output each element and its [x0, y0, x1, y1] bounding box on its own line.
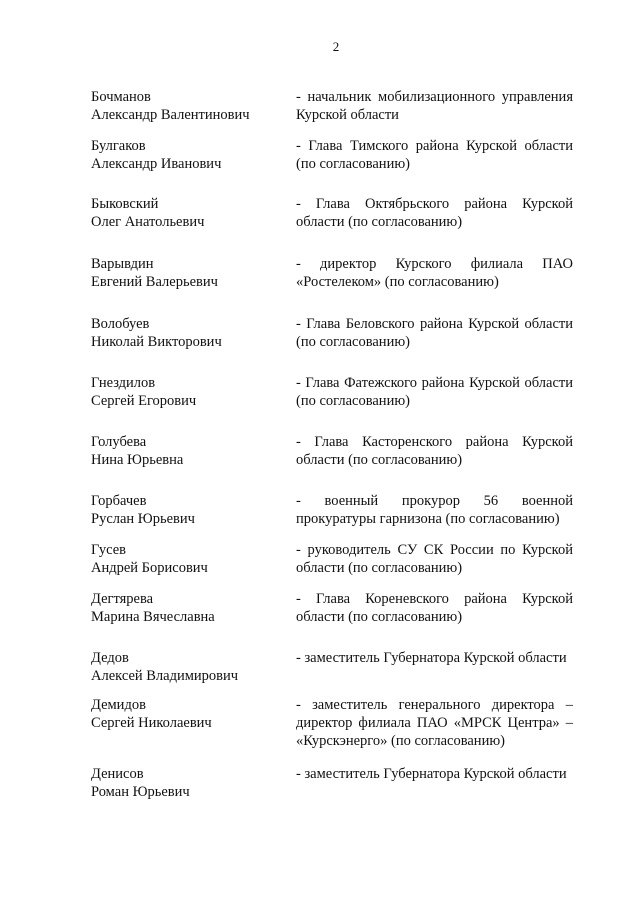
person-name — [91, 590, 281, 626]
person-given-names: Александр Валентинович — [91, 107, 250, 123]
person-role: - директор Курского филиала ПАО «Ростелеком» (по согласованию) — [296, 256, 573, 290]
person-surname: Гнездилов — [91, 375, 156, 391]
person-given-names: Руслан Юрьевич — [91, 511, 195, 527]
person-given-names: Алексей Владимирович — [91, 668, 239, 684]
person-surname: Гусев — [91, 542, 126, 558]
person-role: - руководитель СУ СК России по Курской области (по согласованию) — [296, 542, 573, 576]
person-surname: Дедов — [91, 650, 129, 666]
person-role: - военный прокурор 56 военной прокуратуры гарнизона (по согласованию) — [296, 493, 573, 527]
person-given-names: Николай Викторович — [91, 334, 222, 350]
person-given-names: Роман Юрьевич — [91, 784, 190, 800]
person-given-names: Марина Вячеславна — [91, 609, 215, 625]
person-role: - Глава Касторенского района Курской области (по согласованию) — [296, 434, 573, 468]
person-name — [91, 137, 281, 173]
person-surname: Волобуев — [91, 316, 150, 332]
person-name — [91, 492, 281, 528]
person-name — [91, 88, 281, 124]
person-name — [91, 541, 281, 577]
person-name — [91, 649, 281, 685]
person-given-names: Евгений Валерьевич — [91, 274, 218, 290]
person-name — [91, 315, 281, 351]
person-surname: Денисов — [91, 766, 144, 782]
person-role: - Глава Тимского района Курской области (по согласованию) — [296, 138, 573, 172]
person-surname: Бочманов — [91, 89, 151, 105]
person-role: - начальник мобилизационного управления Курской области — [296, 89, 573, 123]
person-given-names: Олег Анатольевич — [91, 214, 205, 230]
person-surname: Демидов — [91, 697, 146, 713]
person-role: - заместитель Губернатора Курской области — [296, 766, 567, 782]
person-surname: Голубева — [91, 434, 147, 450]
person-name — [91, 765, 281, 801]
person-role: - Глава Кореневского района Курской области (по согласованию) — [296, 591, 573, 625]
person-surname: Дегтярева — [91, 591, 154, 607]
person-role: - Глава Фатежского района Курской области (по согласованию) — [296, 375, 573, 409]
person-name — [91, 374, 281, 410]
person-surname: Быковский — [91, 196, 159, 212]
person-surname: Варывдин — [91, 256, 154, 272]
person-name — [91, 433, 281, 469]
person-given-names: Сергей Егорович — [91, 393, 197, 409]
person-surname: Булгаков — [91, 138, 146, 154]
person-role: - Глава Октябрьского района Курской области (по согласованию) — [296, 196, 573, 230]
person-role: - Глава Беловского района Курской области (по согласованию) — [296, 316, 573, 350]
person-role: - заместитель генерального директора – директор филиала ПАО «МРСК Центра» – «Курскэнерго» (по согласованию) — [296, 697, 573, 749]
person-surname: Горбачев — [91, 493, 147, 509]
person-name — [91, 255, 281, 291]
person-name — [91, 195, 281, 231]
page-number: 2 — [332, 39, 340, 54]
person-name — [91, 696, 281, 732]
person-given-names: Сергей Николаевич — [91, 715, 212, 731]
person-given-names: Нина Юрьевна — [91, 452, 184, 468]
person-role: - заместитель Губернатора Курской области — [296, 650, 567, 666]
person-given-names: Александр Иванович — [91, 156, 222, 172]
person-given-names: Андрей Борисович — [91, 560, 208, 576]
